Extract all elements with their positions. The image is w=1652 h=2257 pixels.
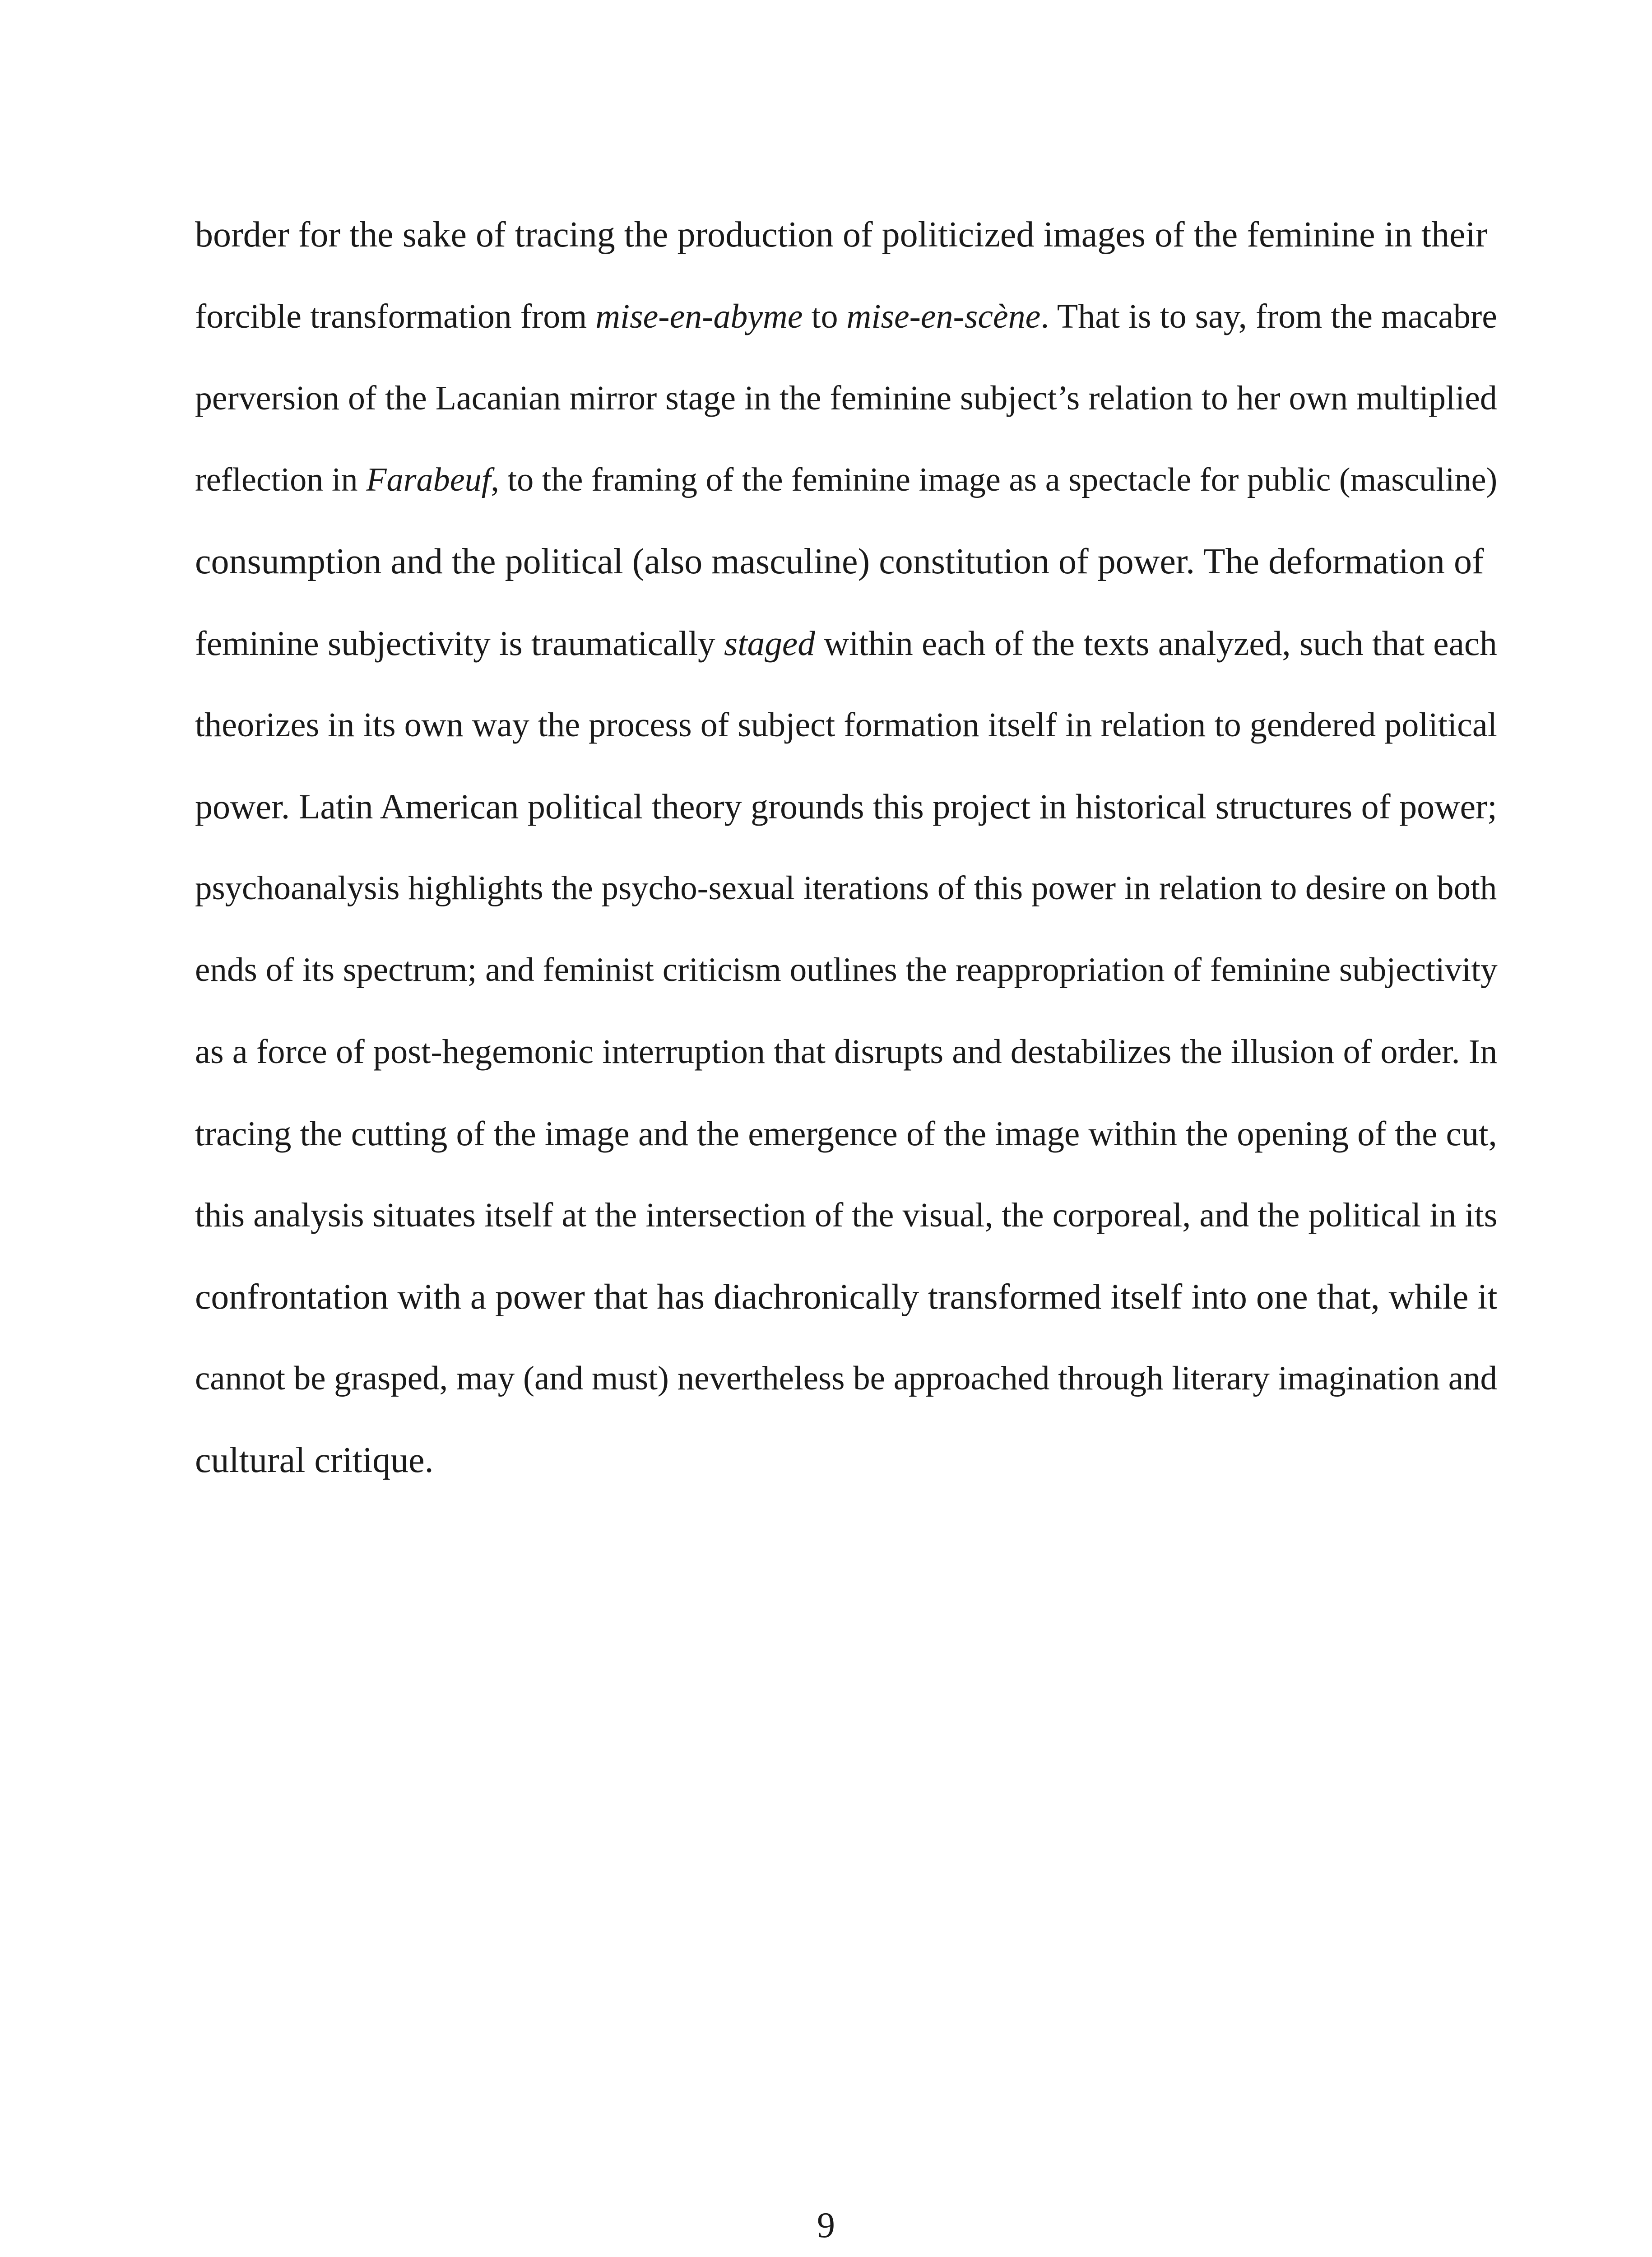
text-segment: tracing the cutting of the image and the emergence of the image within the opening of the cut,	[195, 1114, 1497, 1153]
text-segment: cannot be grasped, may (and must) nevertheless be approached through literary imagination and	[195, 1360, 1498, 1397]
text-segment: border for the sake of tracing the production of politicized images of the feminine in their	[195, 215, 1488, 255]
text-line	[195, 294, 1504, 376]
text-line	[195, 621, 1504, 702]
text-line	[195, 947, 1504, 1029]
text-line	[195, 1193, 1504, 1274]
text-line	[195, 702, 1504, 784]
text-line	[195, 1029, 1504, 1111]
italic-text-segment: mise-en-scène	[846, 297, 1041, 335]
italic-text-segment: staged	[724, 624, 815, 663]
text-segment: , to the framing of the feminine image as a spectacle for public (masculine)	[491, 461, 1498, 498]
text-line	[195, 539, 1504, 621]
text-line	[195, 457, 1504, 539]
text-segment: consumption and the political (also masculine) constitution of power. The deformation of	[195, 542, 1484, 581]
italic-text-segment: Farabeuf	[366, 461, 491, 498]
text-segment: confrontation with a power that has diachronically transformed itself into one that, while it	[195, 1277, 1498, 1317]
text-segment: within each of the texts analyzed, such that each	[815, 624, 1497, 663]
text-segment: forcible transformation from	[195, 297, 596, 335]
page-number: 9	[817, 2206, 835, 2245]
text-segment: this analysis situates itself at the intersection of the visual, the corporeal, and the political in its	[195, 1196, 1498, 1234]
text-segment: . That is to say, from the macabre	[1040, 297, 1497, 335]
text-segment: feminine subjectivity is traumatically	[195, 624, 724, 663]
text-segment: as a force of post-hegemonic interruption that disrupts and destabilizes the illusion of order. In	[195, 1032, 1498, 1071]
text-segment: ends of its spectrum; and feminist criticism outlines the reappropriation of feminine subjectivity	[195, 951, 1498, 989]
text-line	[195, 376, 1504, 457]
text-segment: psychoanalysis highlights the psycho-sexual iterations of this power in relation to desire on both	[195, 869, 1497, 907]
text-segment: reflection in	[195, 461, 367, 498]
text-line	[195, 866, 1504, 947]
text-segment: theorizes in its own way the process of subject formation itself in relation to gendered political	[195, 706, 1497, 744]
text-line	[195, 212, 1504, 294]
text-line	[195, 1438, 1504, 1519]
text-segment: perversion of the Lacanian mirror stage in the feminine subject’s relation to her own multiplied	[195, 379, 1497, 417]
text-segment: cultural critique.	[195, 1440, 434, 1480]
text-line	[195, 784, 1504, 866]
italic-text-segment: mise-en-abyme	[595, 297, 803, 335]
text-segment: power. Latin American political theory grounds this project in historical structures of power;	[195, 787, 1497, 826]
body-paragraph	[195, 212, 1504, 1519]
text-segment: to	[803, 297, 847, 335]
text-line	[195, 1274, 1504, 1356]
text-line	[195, 1111, 1504, 1193]
text-line	[195, 1356, 1504, 1438]
